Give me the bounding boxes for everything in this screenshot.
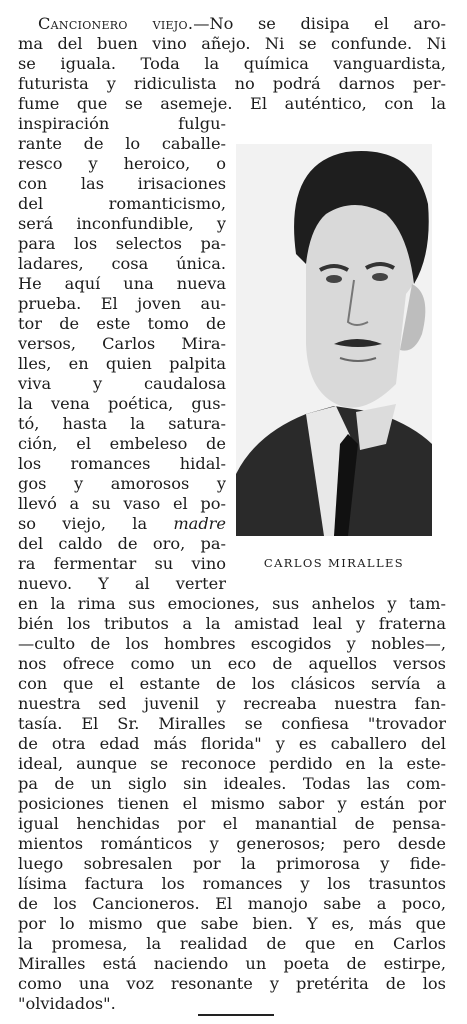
article-line: ra fermentar su vino (18, 554, 226, 573)
article-line-with-italic (18, 514, 226, 534)
article-line: Miralles está naciendo un poeta de estirpe, (18, 954, 446, 973)
article-line: "olvidados". (18, 994, 116, 1013)
article-line: por lo mismo que sabe bien. Y es, más que (18, 914, 446, 933)
article-line: tó, hasta la satura- (18, 414, 226, 433)
article-line: pa de un siglo sin ideales. Todas las com- (18, 774, 446, 793)
article-line: —No se disipa el aro- (193, 14, 447, 33)
article-line: se iguala. Toda la química vanguardista, (18, 54, 446, 73)
italic-word-madre: madre (173, 514, 226, 533)
portrait-illustration (236, 144, 432, 536)
article-line: como una voz resonante y pretérita de los (18, 974, 446, 993)
article-line: posiciones tienen el mismo sabor y están por (18, 794, 446, 813)
portrait-photo (236, 144, 432, 536)
article-line: —culto de los hombres escogidos y nobles—, (18, 634, 446, 653)
article-line: mientos románticos y generosos; pero desde (18, 834, 446, 853)
article-line: ción, el embeleso de (18, 434, 226, 453)
article-line: ideal, aunque se reconoce perdido en la este- (18, 754, 446, 773)
article-line: con las irisaciones (18, 174, 226, 193)
article-heading-line (18, 14, 446, 34)
article-line: de los Cancioneros. El manojo sabe a poco, (18, 894, 446, 913)
article-line: viva y caudalosa (18, 374, 226, 393)
article-line: luego sobresalen por la primorosa y fide- (18, 854, 446, 873)
article-line: He aquí una nueva (18, 274, 226, 293)
article-line: los romances hidal- (18, 454, 226, 473)
article-line: nuevo. Y al verter (18, 574, 226, 593)
article-line: bién los tributos a la amistad leal y fraterna (18, 614, 446, 633)
article-line: ladares, cosa única. (18, 254, 226, 273)
article-line: rante de lo caballe- (18, 134, 226, 153)
photo-caption: CARLOS MIRALLES (263, 556, 405, 570)
article-line: será inconfundible, y (18, 214, 226, 233)
article-line: la vena poética, gus- (18, 394, 226, 413)
article-line-fragment: so viejo, la (18, 514, 148, 533)
article-line: del caldo de oro, pa- (18, 534, 226, 553)
article-line: lles, en quien palpita (18, 354, 226, 373)
article-line: para los selectos pa- (18, 234, 226, 253)
article-line: en la rima sus emociones, sus anhelos y tam- (18, 594, 446, 613)
article-line: futurista y ridiculista no podrá darnos per- (18, 74, 446, 93)
article-line: fume que se asemeje. El auténtico, con la (18, 94, 446, 113)
article-line: de otra edad más florida" y es caballero del (18, 734, 446, 753)
article-line: tasía. El Sr. Miralles se confiesa "trovador (18, 714, 446, 733)
article-line: inspiración fulgu- (18, 114, 226, 133)
article-line: prueba. El joven au- (18, 294, 226, 313)
article-line: versos, Carlos Mira- (18, 334, 226, 353)
article-line: nuestra sed juvenil y recreaba nuestra fan- (18, 694, 446, 713)
article-line: tor de este tomo de (18, 314, 226, 333)
section-divider (198, 1014, 274, 1016)
article-line: nos ofrece como un eco de aquellos versos (18, 654, 446, 673)
article-line: ma del buen vino añejo. Ni se confunde. Ni (18, 34, 446, 53)
article-line: la promesa, la realidad de que en Carlos (18, 934, 446, 953)
article-line: resco y heroico, o (18, 154, 226, 173)
article-line: con que el estante de los clásicos servía a (18, 674, 446, 693)
article-line: igual henchidas por el manantial de pensa- (18, 814, 446, 833)
article-heading: Cancionero viejo. (38, 14, 194, 33)
article-line: llevó a su vaso el po- (18, 494, 226, 513)
article-line: lísima factura los romances y los trasuntos (18, 874, 446, 893)
article-line: gos y amorosos y (18, 474, 226, 493)
article-line: del romanticismo, (18, 194, 226, 213)
